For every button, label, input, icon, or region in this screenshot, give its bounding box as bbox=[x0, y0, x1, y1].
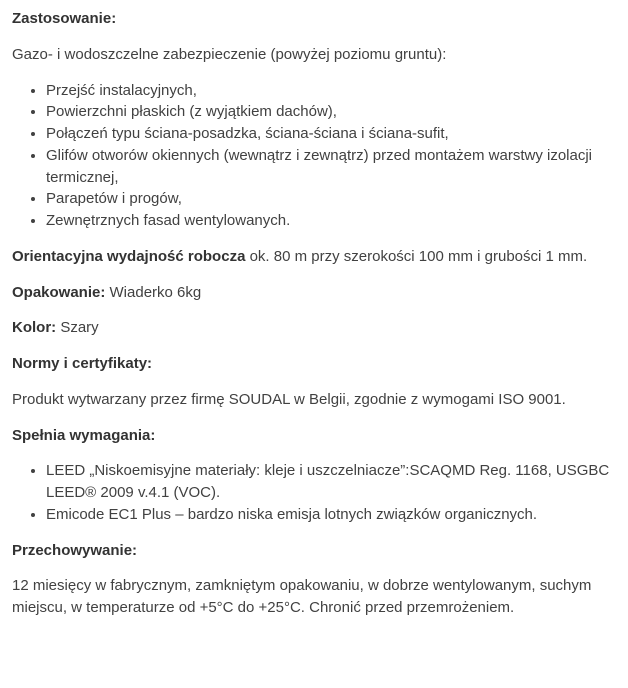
product-description-document bbox=[12, 8, 612, 619]
yield-value: ok. 80 m przy szerokości 100 mm i grubości 1 mm. bbox=[245, 247, 588, 265]
section-heading-application: Zastosowanie: bbox=[12, 10, 117, 27]
list-item: • Glifów otworów okiennych (wewnątrz i zewnątrz) przed montażem warstwy izolacji termicznej, bbox=[46, 145, 612, 189]
application-list bbox=[12, 80, 612, 232]
list-item: • Parapetów i progów, bbox=[46, 188, 612, 210]
section-heading-storage: Przechowywanie: bbox=[12, 541, 138, 559]
requirements-list bbox=[12, 460, 612, 525]
list-item: • Emicode EC1 Plus – bardzo niska emisja lotnych związków organicznych. bbox=[46, 504, 612, 526]
norms-text: Produkt wytwarzany przez firmę SOUDAL w Belgii, zgodnie z wymogami ISO 9001. bbox=[12, 390, 566, 408]
list-item: • LEED „Niskoemisyjne materiały: kleje i uszczelniacze”:SCAQMD Reg. 1168, USGBC LEED® 2009 v.4.1 (VOC). bbox=[46, 460, 612, 504]
packaging-label: Opakowanie: bbox=[12, 283, 106, 301]
list-item: • Zewnętrznych fasad wentylowanych. bbox=[46, 210, 612, 232]
packaging-value: Wiaderko 6kg bbox=[105, 283, 202, 301]
application-intro-text: Gazo- i wodoszczelne zabezpieczenie (powyżej poziomu gruntu): bbox=[12, 45, 447, 63]
section-heading-norms: Normy i certyfikaty: bbox=[12, 355, 153, 372]
storage-text: 12 miesięcy w fabrycznym, zamkniętym opakowaniu, w dobrze wentylowanym, suchym miejscu, w temperaturze od +5°C do +25°C. Chronić przed przemrożeniem. bbox=[12, 577, 592, 616]
list-item: • Powierzchni płaskich (z wyjątkiem dachów), bbox=[46, 101, 612, 123]
list-item: • Przejść instalacyjnych, bbox=[46, 80, 612, 102]
list-item: • Połączeń typu ściana-posadzka, ściana-ściana i ściana-sufit, bbox=[46, 123, 612, 145]
packaging-paragraph bbox=[12, 282, 612, 304]
color-paragraph bbox=[12, 317, 612, 339]
yield-label: Orientacyjna wydajność robocza bbox=[12, 247, 246, 265]
color-value: Szary bbox=[56, 319, 99, 337]
color-label: Kolor: bbox=[12, 319, 57, 337]
section-heading-requirements: Spełnia wymagania: bbox=[12, 426, 156, 444]
yield-paragraph bbox=[12, 246, 612, 268]
